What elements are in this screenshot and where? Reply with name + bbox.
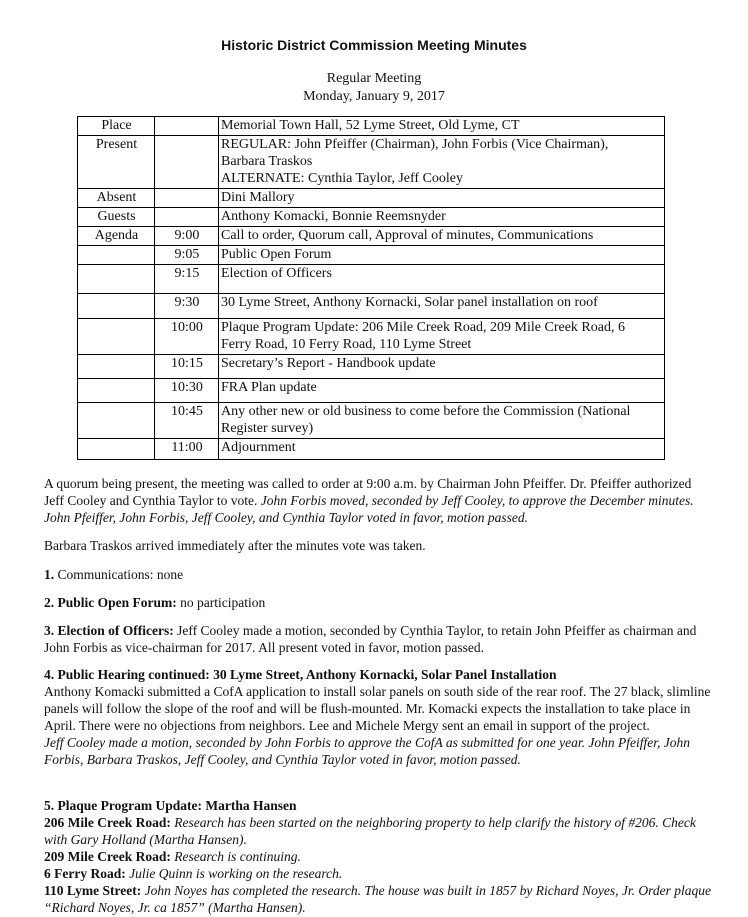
item-heading: 3. Election of Officers: xyxy=(44,623,174,638)
table-row-place xyxy=(78,117,665,136)
table-row-guests xyxy=(78,208,665,227)
time-cell: 9:15 xyxy=(155,265,219,294)
table-row-agenda xyxy=(78,379,665,403)
row-label xyxy=(78,294,155,319)
present-line: REGULAR: John Pfeiffer (Chairman), John Forbis (Vice Chairman), xyxy=(221,137,609,152)
table-row-agenda xyxy=(78,355,665,379)
time-cell xyxy=(155,189,219,208)
row-label xyxy=(78,403,155,439)
table-row-agenda xyxy=(78,439,665,460)
table-row-agenda xyxy=(78,246,665,265)
table-row-agenda xyxy=(78,403,665,439)
intro-text: A quorum being present, the meeting was called to order at 9:00 a.m. by Chairman John Pfeiffer. Dr. Pfeiffer authorized Jeff Cooley and Cynthia Taylor to vote. xyxy=(44,476,692,508)
item-heading: 5. Plaque Program Update: Martha Hansen xyxy=(44,798,297,813)
row-label: Absent xyxy=(78,189,155,208)
agenda-item: 30 Lyme Street, Anthony Kornacki, Solar panel installation on roof xyxy=(219,294,665,319)
row-value xyxy=(219,136,665,189)
item-communications xyxy=(44,566,714,583)
document-title: Historic District Commission Meeting Minutes xyxy=(221,37,527,53)
intro-motion: John Forbis moved, seconded by Jeff Cooley, to approve the December minutes. John Pfeiffer, John Forbis, Jeff Cooley, and Cynthia Taylor voted in favor, motion passed. xyxy=(44,493,694,525)
present-line: ALTERNATE: Cynthia Taylor, Jeff Cooley xyxy=(221,171,464,186)
agenda-item: FRA Plan update xyxy=(219,379,665,403)
agenda-item: Election of Officers xyxy=(219,265,665,294)
plaque-note: Research is continuing. xyxy=(170,849,301,864)
agenda-item-line: Ferry Road, 10 Ferry Road, 110 Lyme Street xyxy=(221,337,472,352)
item-heading: 2. Public Open Forum: xyxy=(44,595,177,610)
item-text: Anthony Komacki submitted a CofA application to install solar panels on south side of the rear roof. The 27 black, slimline panels will follow the slope of the roof and will be flush-mounted. Mr. Komacki expects the installation to take place in April. There were no objections from neighbors. Lee and Michele Mergy sent an email in support of the project. xyxy=(44,684,711,733)
row-value: Anthony Komacki, Bonnie Reemsnyder xyxy=(219,208,665,227)
time-cell: 11:00 xyxy=(155,439,219,460)
agenda-item: Secretary’s Report - Handbook update xyxy=(219,355,665,379)
item-public-forum xyxy=(44,594,714,611)
row-label xyxy=(78,379,155,403)
row-label xyxy=(78,439,155,460)
item-text: Jeff Cooley made a motion, seconded by Cynthia Taylor, to retain John Pfeiffer as chairman and John Forbis as vice-chairman for 2017. All present voted in favor, motion passed. xyxy=(44,623,697,655)
time-cell xyxy=(155,136,219,189)
time-cell: 9:05 xyxy=(155,246,219,265)
present-line: Barbara Traskos xyxy=(221,154,313,169)
item-plaque-program xyxy=(44,797,714,916)
agenda-item xyxy=(219,403,665,439)
meeting-date: Monday, January 9, 2017 xyxy=(303,89,445,104)
agenda-item-line: Any other new or old business to come before the Commission (National xyxy=(221,404,631,419)
time-cell: 10:45 xyxy=(155,403,219,439)
agenda-item-line: Plaque Program Update: 206 Mile Creek Road, 209 Mile Creek Road, 6 xyxy=(221,320,625,335)
plaque-note: John Noyes has completed the research. The house was built in 1857 by Richard Noyes, Jr. Order plaque “Richard Noyes, Jr. ca 1857” (Martha Hansen). xyxy=(44,883,712,915)
row-label: Present xyxy=(78,136,155,189)
time-cell: 10:00 xyxy=(155,319,219,355)
plaque-address: 6 Ferry Road: xyxy=(44,866,126,881)
item-text: Communications: none xyxy=(54,567,184,582)
time-cell xyxy=(155,208,219,227)
agenda-item: Adjournment xyxy=(219,439,665,460)
row-label xyxy=(78,319,155,355)
plaque-entry xyxy=(44,865,714,882)
plaque-note: Research has been started on the neighboring property to help clarify the history of #206. Check with Gary Holland (Martha Hansen). xyxy=(44,815,696,847)
plaque-address: 206 Mile Creek Road: xyxy=(44,815,171,830)
meeting-type: Regular Meeting xyxy=(326,71,422,86)
row-label: Agenda xyxy=(78,227,155,246)
item-public-hearing xyxy=(44,666,714,768)
arrival-note: Barbara Traskos arrived immediately after the minutes vote was taken. xyxy=(44,538,426,553)
row-label xyxy=(78,355,155,379)
plaque-address: 209 Mile Creek Road: xyxy=(44,849,171,864)
row-label: Guests xyxy=(78,208,155,227)
agenda-item-line: Register survey) xyxy=(221,421,314,436)
item-number: 1. xyxy=(44,567,55,582)
row-label: Place xyxy=(78,117,155,136)
row-value: Memorial Town Hall, 52 Lyme Street, Old Lyme, CT xyxy=(219,117,665,136)
intro-paragraph xyxy=(44,475,714,526)
plaque-entry xyxy=(44,882,714,916)
table-row-agenda xyxy=(78,265,665,294)
table-row-agenda xyxy=(78,319,665,355)
time-cell: 10:30 xyxy=(155,379,219,403)
agenda-item: Call to order, Quorum call, Approval of minutes, Communications xyxy=(219,227,665,246)
time-cell: 9:30 xyxy=(155,294,219,319)
item-motion: Jeff Cooley made a motion, seconded by John Forbis to approve the CofA as submitted for one year. John Pfeiffer, John Forbis, Barbara Traskos, Jeff Cooley, and Cynthia Taylor voted in favor, motion passed. xyxy=(44,735,691,767)
table-row-agenda xyxy=(78,227,665,246)
agenda-item xyxy=(219,319,665,355)
agenda-table xyxy=(77,116,665,460)
item-heading: 4. Public Hearing continued: 30 Lyme Street, Anthony Kornacki, Solar Panel Installation xyxy=(44,667,557,682)
agenda-item: Public Open Forum xyxy=(219,246,665,265)
item-text: no participation xyxy=(176,595,266,610)
time-cell: 10:15 xyxy=(155,355,219,379)
table-row-agenda xyxy=(78,294,665,319)
time-cell: 9:00 xyxy=(155,227,219,246)
table-row-present xyxy=(78,136,665,189)
time-cell xyxy=(155,117,219,136)
plaque-entry xyxy=(44,814,714,848)
row-value: Dini Mallory xyxy=(219,189,665,208)
row-label xyxy=(78,246,155,265)
item-election xyxy=(44,622,714,656)
plaque-address: 110 Lyme Street: xyxy=(44,883,142,898)
plaque-entry xyxy=(44,848,714,865)
table-row-absent xyxy=(78,189,665,208)
plaque-note: Julie Quinn is working on the research. xyxy=(125,866,343,881)
row-label xyxy=(78,265,155,294)
